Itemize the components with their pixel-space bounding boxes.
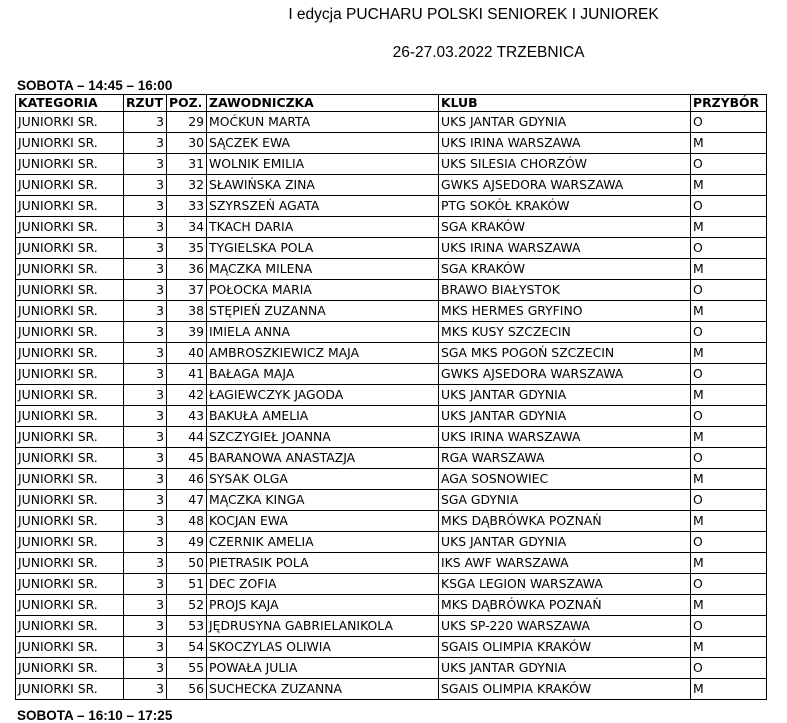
- athlete-cell: WOLNIK EMILIA: [207, 154, 439, 175]
- round-cell: 3: [124, 238, 167, 259]
- table-row: [16, 133, 767, 154]
- apparatus-cell: M: [691, 301, 767, 322]
- position-cell: 53: [167, 616, 207, 637]
- category-cell: JUNIORKI SR.: [16, 406, 124, 427]
- category-cell: JUNIORKI SR.: [16, 280, 124, 301]
- apparatus-cell: O: [691, 448, 767, 469]
- category-cell: JUNIORKI SR.: [16, 574, 124, 595]
- table-row: [16, 175, 767, 196]
- position-cell: 32: [167, 175, 207, 196]
- category-cell: JUNIORKI SR.: [16, 364, 124, 385]
- round-cell: 3: [124, 259, 167, 280]
- club-cell: UKS IRINA WARSZAWA: [439, 238, 691, 259]
- club-cell: IKS AWF WARSZAWA: [439, 553, 691, 574]
- position-cell: 34: [167, 217, 207, 238]
- athlete-cell: KOCJAN EWA: [207, 511, 439, 532]
- category-cell: JUNIORKI SR.: [16, 238, 124, 259]
- category-cell: JUNIORKI SR.: [16, 658, 124, 679]
- category-cell: JUNIORKI SR.: [16, 322, 124, 343]
- table-row: [16, 238, 767, 259]
- apparatus-cell: O: [691, 658, 767, 679]
- table-row: [16, 532, 767, 553]
- apparatus-cell: O: [691, 406, 767, 427]
- position-cell: 46: [167, 469, 207, 490]
- athlete-cell: MĄCZKA MILENA: [207, 259, 439, 280]
- position-cell: 44: [167, 427, 207, 448]
- category-cell: JUNIORKI SR.: [16, 385, 124, 406]
- club-cell: SGA KRAKÓW: [439, 217, 691, 238]
- apparatus-cell: O: [691, 322, 767, 343]
- table-row: [16, 196, 767, 217]
- round-cell: 3: [124, 490, 167, 511]
- athlete-cell: ŁAGIEWCZYK JAGODA: [207, 385, 439, 406]
- column-header-apparatus: PRZYBÓR: [691, 95, 767, 112]
- club-cell: MKS DĄBRÓWKA POZNAŃ: [439, 511, 691, 532]
- table-row: [16, 280, 767, 301]
- round-cell: 3: [124, 280, 167, 301]
- apparatus-cell: O: [691, 490, 767, 511]
- round-cell: 3: [124, 595, 167, 616]
- category-cell: JUNIORKI SR.: [16, 553, 124, 574]
- apparatus-cell: O: [691, 196, 767, 217]
- club-cell: SGA KRAKÓW: [439, 259, 691, 280]
- athlete-cell: POŁOCKA MARIA: [207, 280, 439, 301]
- round-cell: 3: [124, 175, 167, 196]
- position-cell: 54: [167, 637, 207, 658]
- athlete-cell: PIETRASIK POLA: [207, 553, 439, 574]
- athlete-cell: TKACH DARIA: [207, 217, 439, 238]
- round-cell: 3: [124, 406, 167, 427]
- category-cell: JUNIORKI SR.: [16, 448, 124, 469]
- category-cell: JUNIORKI SR.: [16, 112, 124, 133]
- position-cell: 37: [167, 280, 207, 301]
- position-cell: 35: [167, 238, 207, 259]
- category-cell: JUNIORKI SR.: [16, 196, 124, 217]
- round-cell: 3: [124, 364, 167, 385]
- apparatus-cell: O: [691, 112, 767, 133]
- position-cell: 31: [167, 154, 207, 175]
- apparatus-cell: O: [691, 574, 767, 595]
- table-header-row: [16, 95, 767, 112]
- club-cell: MKS DĄBRÓWKA POZNAŃ: [439, 595, 691, 616]
- club-cell: UKS SP-220 WARSZAWA: [439, 616, 691, 637]
- athlete-cell: SUCHECKA ZUZANNA: [207, 679, 439, 700]
- table-row: [16, 490, 767, 511]
- athlete-cell: SZYRSZEŃ AGATA: [207, 196, 439, 217]
- athlete-cell: MOĆKUN MARTA: [207, 112, 439, 133]
- round-cell: 3: [124, 322, 167, 343]
- column-header-category: KATEGORIA: [16, 95, 124, 112]
- club-cell: GWKS AJSEDORA WARSZAWA: [439, 364, 691, 385]
- column-header-position: POZ.: [167, 95, 207, 112]
- position-cell: 56: [167, 679, 207, 700]
- apparatus-cell: O: [691, 280, 767, 301]
- column-header-athlete: ZAWODNICZKA: [207, 95, 439, 112]
- column-header-round: RZUT: [124, 95, 167, 112]
- apparatus-cell: M: [691, 343, 767, 364]
- position-cell: 43: [167, 406, 207, 427]
- category-cell: JUNIORKI SR.: [16, 133, 124, 154]
- table-row: [16, 616, 767, 637]
- club-cell: RGA WARSZAWA: [439, 448, 691, 469]
- round-cell: 3: [124, 679, 167, 700]
- apparatus-cell: O: [691, 154, 767, 175]
- apparatus-cell: M: [691, 133, 767, 154]
- club-cell: KSGA LEGION WARSZAWA: [439, 574, 691, 595]
- round-cell: 3: [124, 637, 167, 658]
- club-cell: PTG SOKÓŁ KRAKÓW: [439, 196, 691, 217]
- athlete-cell: IMIELA ANNA: [207, 322, 439, 343]
- table-row: [16, 637, 767, 658]
- club-cell: UKS IRINA WARSZAWA: [439, 427, 691, 448]
- club-cell: MKS HERMES GRYFINO: [439, 301, 691, 322]
- club-cell: UKS JANTAR GDYNIA: [439, 385, 691, 406]
- round-cell: 3: [124, 343, 167, 364]
- table-row: [16, 448, 767, 469]
- round-cell: 3: [124, 616, 167, 637]
- position-cell: 29: [167, 112, 207, 133]
- club-cell: UKS SILESIA CHORZÓW: [439, 154, 691, 175]
- table-row: [16, 301, 767, 322]
- table-row: [16, 595, 767, 616]
- club-cell: SGA MKS POGOŃ SZCZECIN: [439, 343, 691, 364]
- round-cell: 3: [124, 448, 167, 469]
- position-cell: 49: [167, 532, 207, 553]
- round-cell: 3: [124, 427, 167, 448]
- round-cell: 3: [124, 301, 167, 322]
- round-cell: 3: [124, 658, 167, 679]
- club-cell: SGA GDYNIA: [439, 490, 691, 511]
- table-row: [16, 427, 767, 448]
- apparatus-cell: O: [691, 238, 767, 259]
- athlete-cell: BAŁAGA MAJA: [207, 364, 439, 385]
- athlete-cell: BARANOWA ANASTAZJA: [207, 448, 439, 469]
- athlete-cell: AMBROSZKIEWICZ MAJA: [207, 343, 439, 364]
- club-cell: UKS JANTAR GDYNIA: [439, 532, 691, 553]
- table-row: [16, 406, 767, 427]
- start-list-table: [15, 94, 767, 700]
- club-cell: AGA SOSNOWIEC: [439, 469, 691, 490]
- position-cell: 39: [167, 322, 207, 343]
- athlete-cell: SKOCZYLAS OLIWIA: [207, 637, 439, 658]
- round-cell: 3: [124, 133, 167, 154]
- table-row: [16, 364, 767, 385]
- apparatus-cell: M: [691, 427, 767, 448]
- position-cell: 55: [167, 658, 207, 679]
- round-cell: 3: [124, 196, 167, 217]
- table-row: [16, 259, 767, 280]
- round-cell: 3: [124, 511, 167, 532]
- apparatus-cell: M: [691, 679, 767, 700]
- table-row: [16, 322, 767, 343]
- apparatus-cell: M: [691, 175, 767, 196]
- apparatus-cell: M: [691, 385, 767, 406]
- table-row: [16, 343, 767, 364]
- table-row: [16, 154, 767, 175]
- club-cell: MKS KUSY SZCZECIN: [439, 322, 691, 343]
- table-row: [16, 511, 767, 532]
- athlete-cell: STĘPIEŃ ZUZANNA: [207, 301, 439, 322]
- club-cell: UKS JANTAR GDYNIA: [439, 406, 691, 427]
- position-cell: 48: [167, 511, 207, 532]
- round-cell: 3: [124, 217, 167, 238]
- session-heading: SOBOTA – 14:45 – 16:00: [17, 78, 173, 93]
- position-cell: 52: [167, 595, 207, 616]
- round-cell: 3: [124, 469, 167, 490]
- document-title: I edycja PUCHARU POLSKI SENIOREK I JUNIOREK: [288, 6, 659, 23]
- category-cell: JUNIORKI SR.: [16, 154, 124, 175]
- athlete-cell: PROJS KAJA: [207, 595, 439, 616]
- category-cell: JUNIORKI SR.: [16, 175, 124, 196]
- position-cell: 40: [167, 343, 207, 364]
- table-row: [16, 679, 767, 700]
- category-cell: JUNIORKI SR.: [16, 532, 124, 553]
- athlete-cell: POWAŁA JULIA: [207, 658, 439, 679]
- category-cell: JUNIORKI SR.: [16, 490, 124, 511]
- athlete-cell: SZCZYGIEŁ JOANNA: [207, 427, 439, 448]
- apparatus-cell: O: [691, 364, 767, 385]
- column-header-club: KLUB: [439, 95, 691, 112]
- event-date-location: 26-27.03.2022 TRZEBNICA: [392, 44, 585, 61]
- category-cell: JUNIORKI SR.: [16, 595, 124, 616]
- position-cell: 38: [167, 301, 207, 322]
- position-cell: 30: [167, 133, 207, 154]
- apparatus-cell: M: [691, 217, 767, 238]
- position-cell: 42: [167, 385, 207, 406]
- apparatus-cell: M: [691, 637, 767, 658]
- club-cell: UKS JANTAR GDYNIA: [439, 112, 691, 133]
- round-cell: 3: [124, 112, 167, 133]
- club-cell: UKS JANTAR GDYNIA: [439, 658, 691, 679]
- round-cell: 3: [124, 385, 167, 406]
- apparatus-cell: O: [691, 532, 767, 553]
- category-cell: JUNIORKI SR.: [16, 469, 124, 490]
- category-cell: JUNIORKI SR.: [16, 679, 124, 700]
- table-row: [16, 553, 767, 574]
- category-cell: JUNIORKI SR.: [16, 427, 124, 448]
- athlete-cell: BAKUŁA AMELIA: [207, 406, 439, 427]
- athlete-cell: CZERNIK AMELIA: [207, 532, 439, 553]
- category-cell: JUNIORKI SR.: [16, 637, 124, 658]
- club-cell: SGAIS OLIMPIA KRAKÓW: [439, 679, 691, 700]
- next-session-heading: SOBOTA – 16:10 – 17:25: [17, 708, 173, 723]
- position-cell: 45: [167, 448, 207, 469]
- athlete-cell: SYSAK OLGA: [207, 469, 439, 490]
- athlete-cell: SŁAWIŃSKA ZINA: [207, 175, 439, 196]
- club-cell: SGAIS OLIMPIA KRAKÓW: [439, 637, 691, 658]
- table-row: [16, 658, 767, 679]
- position-cell: 36: [167, 259, 207, 280]
- position-cell: 33: [167, 196, 207, 217]
- table-row: [16, 385, 767, 406]
- position-cell: 51: [167, 574, 207, 595]
- category-cell: JUNIORKI SR.: [16, 259, 124, 280]
- apparatus-cell: M: [691, 595, 767, 616]
- table-row: [16, 469, 767, 490]
- category-cell: JUNIORKI SR.: [16, 511, 124, 532]
- apparatus-cell: M: [691, 511, 767, 532]
- table-row: [16, 112, 767, 133]
- position-cell: 47: [167, 490, 207, 511]
- club-cell: GWKS AJSEDORA WARSZAWA: [439, 175, 691, 196]
- club-cell: UKS IRINA WARSZAWA: [439, 133, 691, 154]
- round-cell: 3: [124, 532, 167, 553]
- round-cell: 3: [124, 154, 167, 175]
- apparatus-cell: M: [691, 553, 767, 574]
- category-cell: JUNIORKI SR.: [16, 616, 124, 637]
- club-cell: BRAWO BIAŁYSTOK: [439, 280, 691, 301]
- round-cell: 3: [124, 553, 167, 574]
- table-row: [16, 217, 767, 238]
- table-row: [16, 574, 767, 595]
- round-cell: 3: [124, 574, 167, 595]
- category-cell: JUNIORKI SR.: [16, 301, 124, 322]
- position-cell: 50: [167, 553, 207, 574]
- athlete-cell: JĘDRUSYNA GABRIELANIKOLA: [207, 616, 439, 637]
- athlete-cell: TYGIELSKA POLA: [207, 238, 439, 259]
- apparatus-cell: M: [691, 259, 767, 280]
- apparatus-cell: M: [691, 469, 767, 490]
- athlete-cell: DEC ZOFIA: [207, 574, 439, 595]
- apparatus-cell: O: [691, 616, 767, 637]
- athlete-cell: SĄCZEK EWA: [207, 133, 439, 154]
- category-cell: JUNIORKI SR.: [16, 343, 124, 364]
- position-cell: 41: [167, 364, 207, 385]
- category-cell: JUNIORKI SR.: [16, 217, 124, 238]
- athlete-cell: MĄCZKA KINGA: [207, 490, 439, 511]
